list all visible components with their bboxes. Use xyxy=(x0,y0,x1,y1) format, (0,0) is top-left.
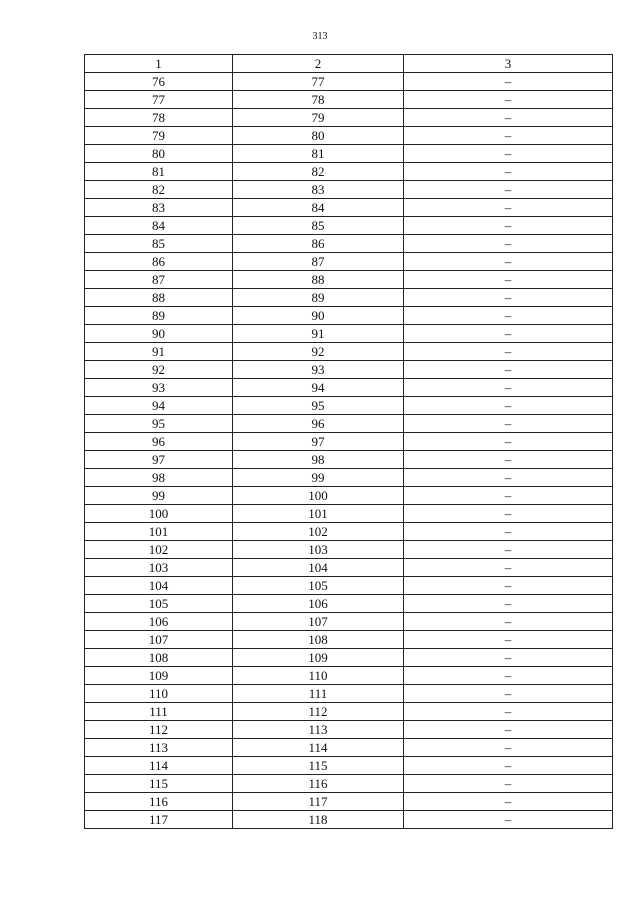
table-cell-col-2: 77 xyxy=(233,73,404,91)
table-row xyxy=(85,271,613,289)
table-row xyxy=(85,649,613,667)
table-cell-col-2: 111 xyxy=(233,685,404,703)
table-row xyxy=(85,433,613,451)
table-cell-col-1: 76 xyxy=(85,73,233,91)
table-cell-col-1: 109 xyxy=(85,667,233,685)
table-cell-col-3: – xyxy=(404,73,613,91)
table-cell-col-2: 96 xyxy=(233,415,404,433)
table-cell-col-2: 108 xyxy=(233,631,404,649)
table-row xyxy=(85,595,613,613)
table-cell-col-1: 111 xyxy=(85,703,233,721)
table-cell-col-1: 95 xyxy=(85,415,233,433)
table-row xyxy=(85,181,613,199)
table-body xyxy=(85,73,613,829)
table-cell-col-3: – xyxy=(404,685,613,703)
table-cell-col-2: 118 xyxy=(233,811,404,829)
table-row xyxy=(85,127,613,145)
table-cell-col-3: – xyxy=(404,127,613,145)
table-cell-col-2: 84 xyxy=(233,199,404,217)
table-cell-col-2: 95 xyxy=(233,397,404,415)
table-cell-col-3: – xyxy=(404,307,613,325)
table-cell-col-2: 116 xyxy=(233,775,404,793)
table-row xyxy=(85,253,613,271)
table-cell-col-3: – xyxy=(404,541,613,559)
table-cell-col-2: 80 xyxy=(233,127,404,145)
table-cell-col-2: 86 xyxy=(233,235,404,253)
table-cell-col-2: 85 xyxy=(233,217,404,235)
table-cell-col-1: 103 xyxy=(85,559,233,577)
column-header-2: 2 xyxy=(233,55,404,73)
table-cell-col-3: – xyxy=(404,397,613,415)
table-row xyxy=(85,703,613,721)
table-cell-col-3: – xyxy=(404,271,613,289)
table-cell-col-3: – xyxy=(404,811,613,829)
table-cell-col-1: 85 xyxy=(85,235,233,253)
table-cell-col-2: 97 xyxy=(233,433,404,451)
table-cell-col-3: – xyxy=(404,487,613,505)
table-row xyxy=(85,91,613,109)
table-cell-col-2: 82 xyxy=(233,163,404,181)
table-row xyxy=(85,343,613,361)
table-cell-col-1: 78 xyxy=(85,109,233,127)
table-cell-col-1: 92 xyxy=(85,361,233,379)
table-cell-col-1: 93 xyxy=(85,379,233,397)
table-row xyxy=(85,685,613,703)
table-cell-col-1: 84 xyxy=(85,217,233,235)
table-row xyxy=(85,505,613,523)
table-cell-col-2: 87 xyxy=(233,253,404,271)
table-cell-col-2: 91 xyxy=(233,325,404,343)
table-cell-col-2: 110 xyxy=(233,667,404,685)
table-cell-col-1: 83 xyxy=(85,199,233,217)
table-row xyxy=(85,379,613,397)
table-cell-col-2: 90 xyxy=(233,307,404,325)
table-cell-col-2: 99 xyxy=(233,469,404,487)
table-row xyxy=(85,469,613,487)
table-cell-col-3: – xyxy=(404,379,613,397)
table-cell-col-2: 93 xyxy=(233,361,404,379)
table-cell-col-3: – xyxy=(404,667,613,685)
table-row xyxy=(85,361,613,379)
table-cell-col-1: 90 xyxy=(85,325,233,343)
table-row xyxy=(85,397,613,415)
table-row xyxy=(85,667,613,685)
table-row xyxy=(85,199,613,217)
table-cell-col-1: 99 xyxy=(85,487,233,505)
table-header xyxy=(85,55,613,73)
table-cell-col-3: – xyxy=(404,109,613,127)
table-cell-col-3: – xyxy=(404,253,613,271)
table-cell-col-3: – xyxy=(404,559,613,577)
table-cell-col-2: 107 xyxy=(233,613,404,631)
table-cell-col-2: 98 xyxy=(233,451,404,469)
table-cell-col-3: – xyxy=(404,649,613,667)
table-row xyxy=(85,289,613,307)
table-row xyxy=(85,235,613,253)
table-cell-col-2: 114 xyxy=(233,739,404,757)
table-cell-col-1: 100 xyxy=(85,505,233,523)
column-header-3: 3 xyxy=(404,55,613,73)
table-row xyxy=(85,721,613,739)
table-cell-col-3: – xyxy=(404,325,613,343)
table-cell-col-1: 105 xyxy=(85,595,233,613)
table-cell-col-1: 86 xyxy=(85,253,233,271)
table-row xyxy=(85,109,613,127)
table-cell-col-2: 112 xyxy=(233,703,404,721)
table-cell-col-2: 88 xyxy=(233,271,404,289)
table-cell-col-1: 81 xyxy=(85,163,233,181)
table-cell-col-3: – xyxy=(404,577,613,595)
table-cell-col-3: – xyxy=(404,703,613,721)
table-row xyxy=(85,523,613,541)
table-row xyxy=(85,217,613,235)
table-cell-col-1: 80 xyxy=(85,145,233,163)
table-cell-col-2: 94 xyxy=(233,379,404,397)
table-cell-col-3: – xyxy=(404,739,613,757)
table-cell-col-2: 101 xyxy=(233,505,404,523)
table-cell-col-1: 98 xyxy=(85,469,233,487)
table-cell-col-3: – xyxy=(404,505,613,523)
table-row xyxy=(85,757,613,775)
table-cell-col-3: – xyxy=(404,145,613,163)
table-row xyxy=(85,577,613,595)
table-cell-col-2: 79 xyxy=(233,109,404,127)
table-cell-col-1: 115 xyxy=(85,775,233,793)
table-cell-col-1: 117 xyxy=(85,811,233,829)
table-row xyxy=(85,73,613,91)
table-cell-col-2: 113 xyxy=(233,721,404,739)
column-header-1: 1 xyxy=(85,55,233,73)
table-cell-col-1: 101 xyxy=(85,523,233,541)
table-cell-col-1: 82 xyxy=(85,181,233,199)
data-table xyxy=(84,54,613,829)
table-cell-col-2: 115 xyxy=(233,757,404,775)
table-cell-col-1: 79 xyxy=(85,127,233,145)
table-cell-col-2: 89 xyxy=(233,289,404,307)
table-cell-col-1: 91 xyxy=(85,343,233,361)
table-cell-col-1: 102 xyxy=(85,541,233,559)
table-row xyxy=(85,631,613,649)
table-cell-col-2: 92 xyxy=(233,343,404,361)
table-cell-col-3: – xyxy=(404,415,613,433)
table-cell-col-3: – xyxy=(404,181,613,199)
table-cell-col-3: – xyxy=(404,235,613,253)
table-row xyxy=(85,163,613,181)
table-cell-col-3: – xyxy=(404,793,613,811)
table-cell-col-1: 87 xyxy=(85,271,233,289)
table-row xyxy=(85,811,613,829)
table-row xyxy=(85,793,613,811)
table-row xyxy=(85,487,613,505)
table-cell-col-1: 97 xyxy=(85,451,233,469)
table-cell-col-3: – xyxy=(404,433,613,451)
table-cell-col-3: – xyxy=(404,343,613,361)
table-cell-col-1: 96 xyxy=(85,433,233,451)
table-row xyxy=(85,325,613,343)
table-row xyxy=(85,559,613,577)
table-cell-col-2: 83 xyxy=(233,181,404,199)
table-cell-col-2: 109 xyxy=(233,649,404,667)
table-cell-col-1: 110 xyxy=(85,685,233,703)
table-cell-col-1: 94 xyxy=(85,397,233,415)
table-cell-col-3: – xyxy=(404,91,613,109)
table-row xyxy=(85,145,613,163)
table-cell-col-3: – xyxy=(404,775,613,793)
table-cell-col-2: 81 xyxy=(233,145,404,163)
table-cell-col-3: – xyxy=(404,289,613,307)
table-cell-col-1: 116 xyxy=(85,793,233,811)
table-cell-col-1: 106 xyxy=(85,613,233,631)
table-cell-col-3: – xyxy=(404,451,613,469)
table-cell-col-1: 88 xyxy=(85,289,233,307)
table-cell-col-3: – xyxy=(404,361,613,379)
table-row xyxy=(85,415,613,433)
table-cell-col-1: 89 xyxy=(85,307,233,325)
table-cell-col-2: 103 xyxy=(233,541,404,559)
table-cell-col-1: 77 xyxy=(85,91,233,109)
table-cell-col-2: 78 xyxy=(233,91,404,109)
table-row xyxy=(85,307,613,325)
table-cell-col-3: – xyxy=(404,523,613,541)
table-cell-col-2: 102 xyxy=(233,523,404,541)
table-cell-col-3: – xyxy=(404,217,613,235)
table-cell-col-2: 100 xyxy=(233,487,404,505)
table-cell-col-1: 108 xyxy=(85,649,233,667)
table-cell-col-3: – xyxy=(404,595,613,613)
table-row xyxy=(85,613,613,631)
table-cell-col-1: 107 xyxy=(85,631,233,649)
table-cell-col-3: – xyxy=(404,199,613,217)
table-cell-col-2: 106 xyxy=(233,595,404,613)
table-row xyxy=(85,775,613,793)
table-row xyxy=(85,451,613,469)
header-row xyxy=(85,55,613,73)
table-cell-col-3: – xyxy=(404,721,613,739)
table-row xyxy=(85,739,613,757)
table-cell-col-1: 104 xyxy=(85,577,233,595)
page-number: 313 xyxy=(312,31,328,42)
table-cell-col-2: 117 xyxy=(233,793,404,811)
table-cell-col-3: – xyxy=(404,757,613,775)
table-cell-col-3: – xyxy=(404,613,613,631)
table-cell-col-2: 104 xyxy=(233,559,404,577)
table-cell-col-1: 114 xyxy=(85,757,233,775)
table-cell-col-3: – xyxy=(404,631,613,649)
table-cell-col-1: 112 xyxy=(85,721,233,739)
table-cell-col-3: – xyxy=(404,163,613,181)
table-row xyxy=(85,541,613,559)
table-cell-col-1: 113 xyxy=(85,739,233,757)
table-cell-col-2: 105 xyxy=(233,577,404,595)
table-cell-col-3: – xyxy=(404,469,613,487)
